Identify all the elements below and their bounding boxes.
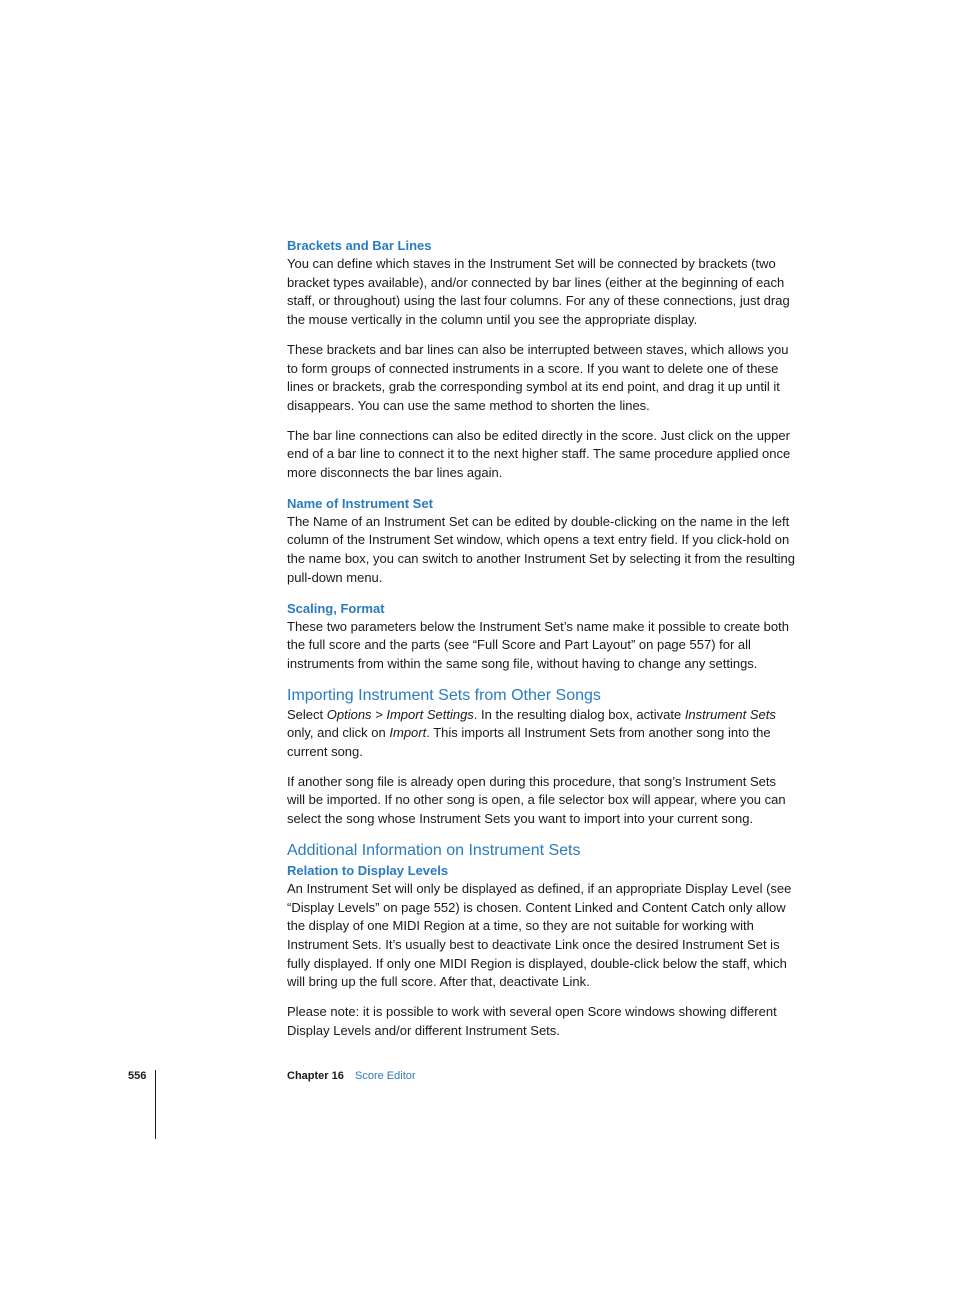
paragraph: You can define which staves in the Instrument Set will be connected by brackets (two bracket types available), and/or connected by bar lines (either at the beginning of each staff, or throughout) using the last four columns. For any of these connections, just drag the mouse vertically in the column until you see the appropriate display.	[287, 256, 790, 328]
heading-relation-display-levels: Relation to Display Levels	[287, 862, 449, 878]
paragraph: Please note: it is possible to work with several open Score windows showing different Display Levels and/or different Instrument Sets.	[287, 1004, 777, 1038]
text: Select	[287, 706, 327, 722]
option-name: Instrument Sets	[684, 706, 776, 722]
menu-path: Options > Import Settings	[326, 706, 474, 722]
footer-divider	[155, 1070, 156, 1139]
button-name: Import	[389, 725, 427, 741]
paragraph: An Instrument Set will only be displayed as defined, if an appropriate Display Level (see “Display Levels” on page 552) is chosen. Content Linked and Content Catch only allow the display of one MIDI Region at a time, so they are not suitable for working with Instrument Sets. It’s usually best to deactivate Link once the desired Instrument Set is fully displayed. If only one MIDI Region is displayed, double-click below the staff, which will bring up the full score. After that, deactivate Link.	[287, 880, 792, 990]
text: . This imports all Instrument Sets from another song into the current song.	[287, 725, 771, 760]
paragraph: The bar line connections can also be edited directly in the score. Just click on the upper end of a bar line to connect it to the next higher staff. The same procedure applied once more disconnects the bar lines again.	[287, 427, 791, 481]
text: only, and click on	[287, 725, 390, 741]
heading-scaling-format: Scaling, Format	[287, 600, 385, 616]
page-content	[287, 236, 797, 1052]
page-number: 556	[128, 1070, 147, 1082]
heading-additional-information: Additional Information on Instrument Sets	[287, 841, 581, 859]
footer-chapter-title: Score Editor	[355, 1070, 416, 1082]
text: . In the resulting dialog box, activate	[473, 706, 685, 722]
paragraph-import-instructions	[287, 706, 797, 762]
footer-chapter: Chapter 16	[287, 1070, 344, 1082]
paragraph: If another song file is already open during this procedure, that song’s Instrument Sets will be imported. If no other song is open, a file selector box will appear, where you can select the song whose Instrument Sets you want to import into your current song.	[287, 773, 786, 827]
paragraph: These two parameters below the Instrument Set’s name make it possible to create both the full score and the parts (see “Full Score and Part Layout” on page 557) for all instruments from within the same song file, without having to change any settings.	[287, 618, 789, 671]
heading-name-of-instrument-set: Name of Instrument Set	[287, 495, 433, 511]
paragraph: The Name of an Instrument Set can be edited by double-clicking on the name in the left column of the Instrument Set window, which opens a text entry field. If you click-hold on the name box, you can switch to another Instrument Set by selecting it from the resulting pull-down menu.	[287, 513, 795, 585]
heading-importing-instrument-sets: Importing Instrument Sets from Other Songs	[287, 686, 601, 704]
heading-brackets-bar-lines: Brackets and Bar Lines	[287, 238, 432, 253]
paragraph: These brackets and bar lines can also be interrupted between staves, which allows you to form groups of connected instruments in a score. If you want to delete one of these lines or brackets, grab the corresponding symbol at its end point, and drag it up until it disappears. You can use the same method to shorten the lines.	[287, 341, 789, 413]
